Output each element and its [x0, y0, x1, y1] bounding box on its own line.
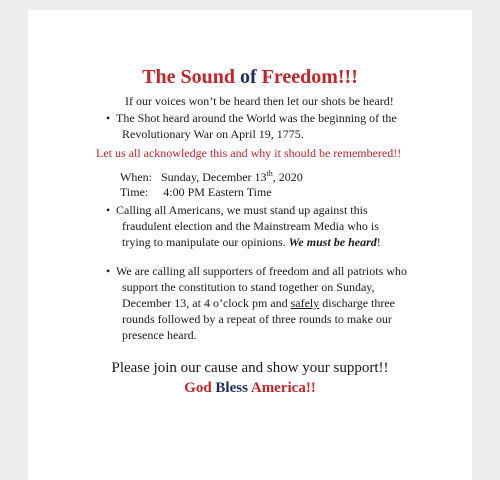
flyer-title — [28, 66, 472, 89]
bullet2-line1: Calling all Americans, we must stand up against this — [116, 203, 368, 217]
when-date: Sunday, December 13 — [161, 170, 267, 184]
bullet3-line1: We are calling all supporters of freedom and all patriots who — [116, 264, 407, 278]
bullet1-line1: The Shot heard around the World was the beginning of the — [116, 111, 397, 125]
title-part-of: of — [239, 66, 262, 88]
time-label: Time: — [120, 185, 149, 199]
bullet-dot: • — [106, 264, 111, 278]
subtitle: If our voices won’t be heard then let our shots be heard! — [125, 94, 394, 108]
bullet3-line2: support the constitution to stand together on Sunday, — [122, 280, 375, 294]
acknowledge-line: Let us all acknowledge this and why it should be remembered!! — [96, 146, 402, 160]
when-date-suffix: th — [266, 169, 273, 178]
bullet1-line2: Revolutionary War on April 19, 1775. — [122, 127, 304, 141]
bullet2-line2: fraudulent election and the Mainstream Media who is — [122, 219, 379, 233]
we-must-be-heard: We must be heard — [288, 235, 377, 249]
bullet2-line3-end: ! — [376, 235, 381, 249]
safely-word: safely — [290, 296, 320, 310]
when-year: , 2020 — [272, 170, 303, 184]
title-part-the-sound: The Sound — [142, 66, 240, 88]
closing-god-bless — [28, 380, 472, 397]
bullet2-line3-text: trying to manipulate our opinions. — [122, 235, 289, 249]
bullet3-line3-end: discharge three — [319, 296, 396, 310]
when-value — [161, 170, 303, 184]
bullet3-line4: rounds followed by a repeat of three rounds to make our — [122, 312, 392, 326]
bullet3-line3 — [122, 296, 395, 311]
closing-america: America!! — [250, 380, 316, 396]
title-part-freedom: Freedom!!! — [261, 66, 358, 88]
time-value: 4:00 PM Eastern Time — [163, 185, 272, 199]
when-label: When: — [120, 170, 152, 184]
time-row — [120, 185, 272, 200]
when-row — [120, 166, 303, 185]
bullet3-line3-text: December 13, at 4 o’clock pm and — [122, 296, 291, 310]
bullet-dot: • — [106, 203, 111, 217]
closing-bless: Bless — [215, 380, 251, 396]
bullet2-line3 — [122, 235, 381, 250]
bullet3-line5: presence heard. — [122, 328, 197, 342]
flyer-page — [28, 10, 472, 480]
closing-support: Please join our cause and show your support!! — [111, 360, 389, 376]
bullet-dot: • — [106, 111, 111, 125]
closing-god: God — [184, 380, 216, 396]
